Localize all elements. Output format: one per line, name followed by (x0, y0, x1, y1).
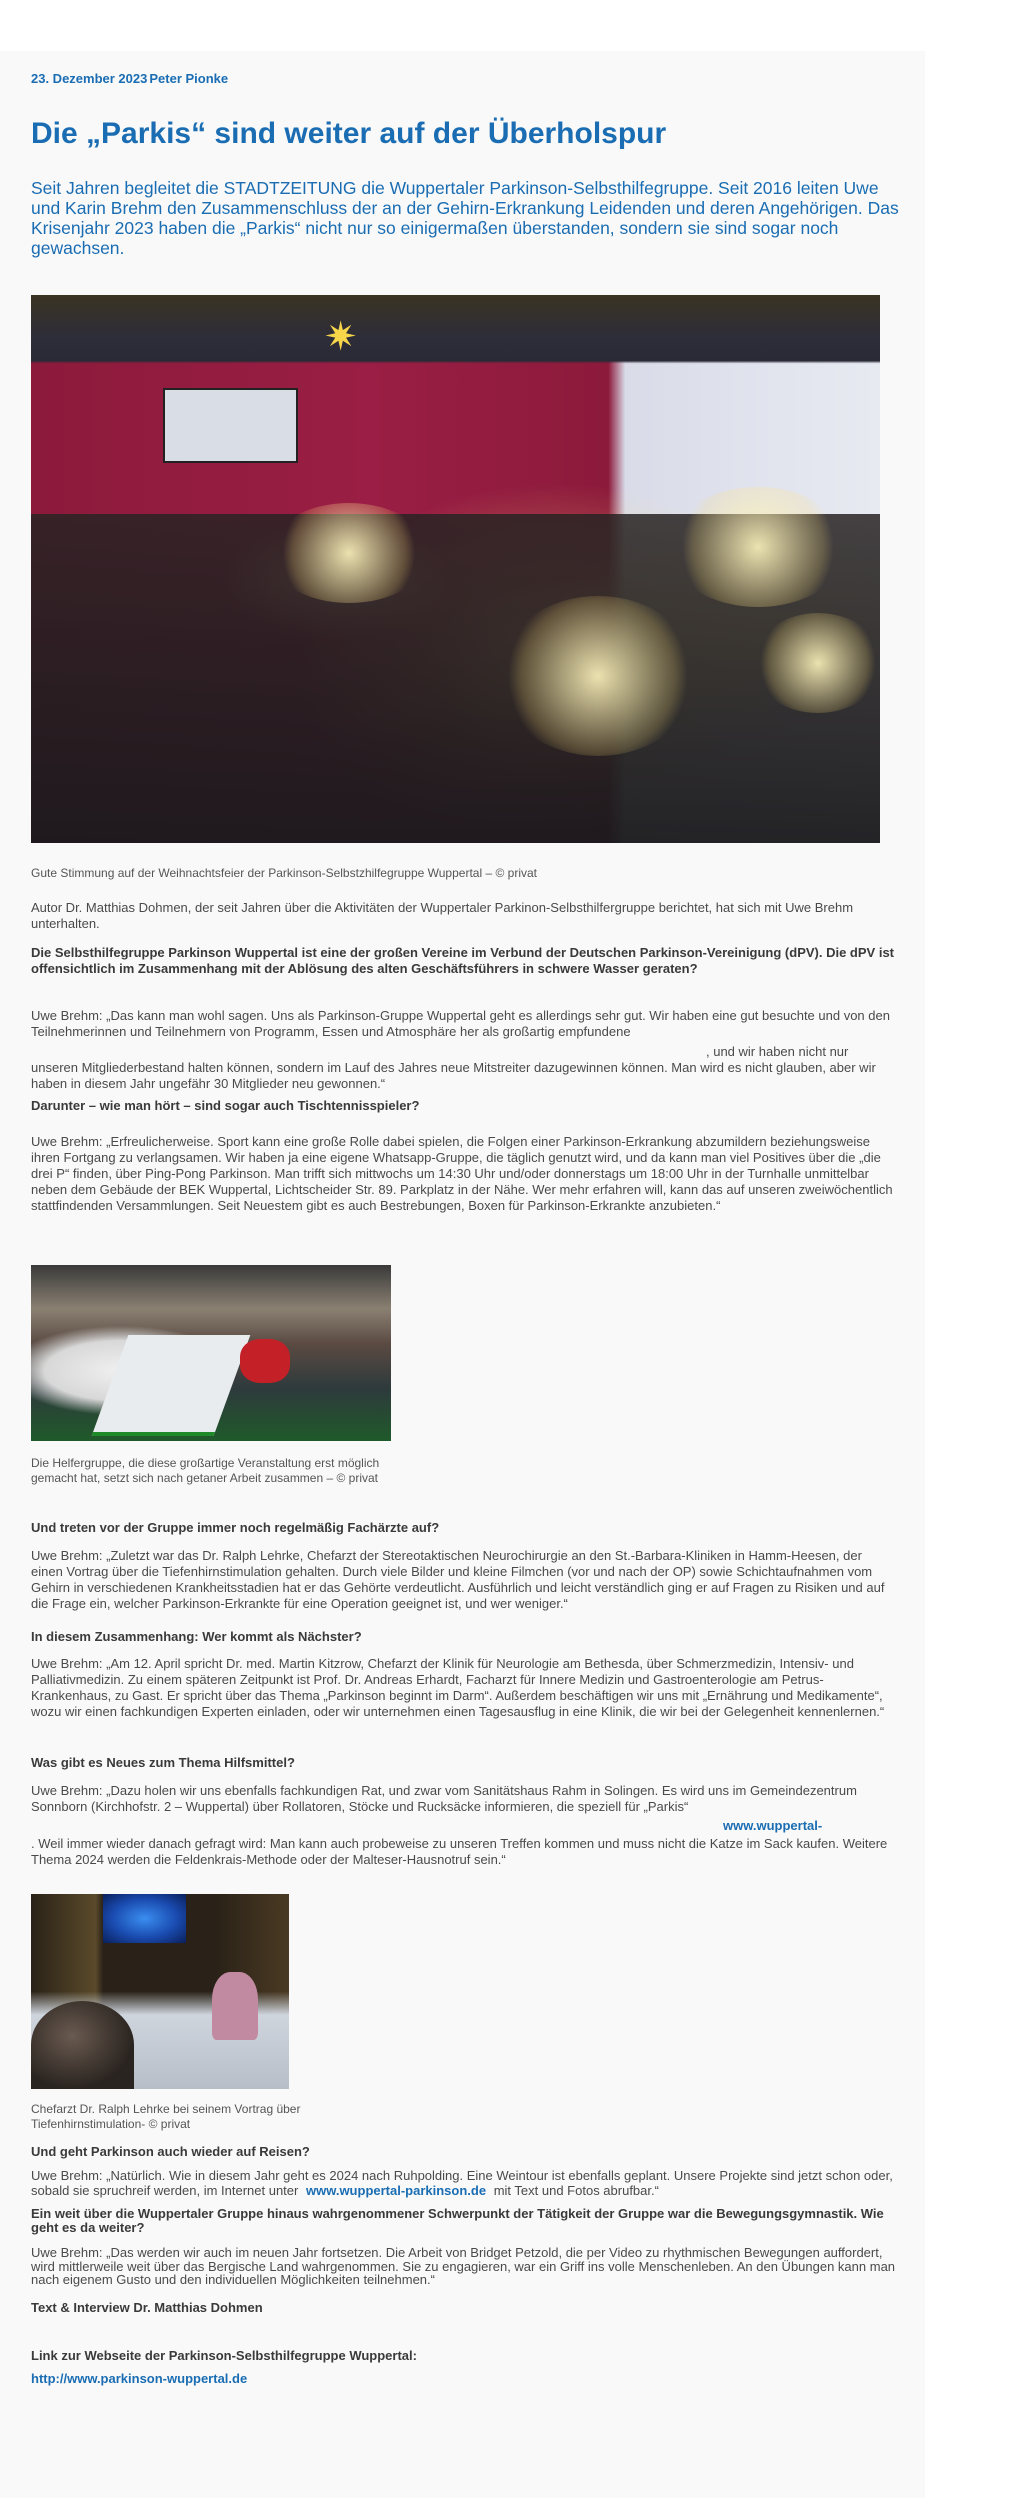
answer: Uwe Brehm: „Am 12. April spricht Dr. med. Martin Kitzrow, Chefarzt der Klinik für Neurologie am Bethesda, über Schmerzmedizin, Intensiv- und Palliativmedizin. Zu einem späteren Zeitpunkt ist Prof. Dr. Andreas Erhardt, Facharzt für Innere Medizin und Gastroenterologie am Petrus-Krankenhaus, zu Gast. Er spricht über das Thema „Parkinson beginnt im Darm“. Außerdem beschäftigen wir uns mit „Ernährung und Medikamente“, wozu wir einen fachkundigen Experten einladen, oder wir unternehmen einen Tagesausflug in eine Klinik, die wir bei der Gelegenheit kennenlernen.“ (31, 1656, 885, 1719)
article-lead: Seit Jahren begleitet die STADTZEITUNG die Wuppertaler Parkinson-Selbsthilfegruppe. Seit 2016 leiten Uwe und Karin Brehm den Zusammenschluss der an der Gehirn-Erkrankung Leidenden und deren Angehörigen. Das Krisenjahr 2023 haben die „Parkis“ nicht nur so einigermaßen überstanden, sondern sie sind sogar noch gewachsen. (31, 178, 899, 258)
answer: Uwe Brehm: „Dazu holen wir uns ebenfalls fachkundigen Rat, und zwar vom Sanitätshaus Rahm in Solingen. Es wird uns im Gemeindezentrum Sonnborn (Kirchhofstr. 2 – Wuppertal) über Rollatoren, Stöcke und Rucksäcke informieren, die speziell für „Parkis“ (31, 1783, 857, 1814)
intro-paragraph: Autor Dr. Matthias Dohmen, der seit Jahren über die Aktivitäten der Wuppertaler Parkinon-Selbsthilfergruppe berichtet, hat sich mit Uwe Brehm unterhalten. (31, 900, 854, 931)
answer: unseren Mitgliederbestand halten können, sondern im Lauf des Jahres neue Mitstreiter dazugewinnen können. Man wird es nicht glauben, aber wir haben in diesem Jahr ungefähr 30 Mitglieder neu gewonnen.“ (31, 1060, 876, 1091)
publish-date: 23. Dezember 2023 (31, 71, 148, 86)
image-caption: Die Helfergruppe, die diese großartige Veranstaltung erst möglich gemacht hat, setzt sich nach getaner Arbeit zusammen – © privat (31, 1456, 380, 1485)
lecture-image (31, 1894, 289, 2089)
projector-screen (163, 388, 299, 463)
hero-image (31, 295, 880, 843)
star-lamp-icon: ✷ (323, 314, 358, 359)
answer (31, 2168, 896, 2198)
question: Was gibt es Neues zum Thema Hilfsmittel? (31, 1755, 295, 1770)
answer: Uwe Brehm: „Zuletzt war das Dr. Ralph Lehrke, Chefarzt der Stereotaktischen Neurochirurgie an den St.-Barbara-Kliniken in Hamm-Heesen, der einen Vortrag über die Tiefenhirnstimulation gehalten. Durch viele Bilder und kleine Filmchen (vor und nach der OP) sowie Schichtaufnahmen vom Gehirn in verschiedenen Krankheitsstadien hat er das Gehörte verdeutlicht. Ausführlich und leicht verständlich ging er auf Fragen zu Risiken und auf die Frage ein, welcher Parkinson-Erkrankte für eine Operation geeignet ist, und wer weniger.“ (31, 1548, 885, 1611)
author-link[interactable]: Peter Pionke (149, 71, 229, 86)
answer-text: mit Text und Fotos abrufbar.“ (493, 2183, 659, 2198)
website-link[interactable]: www.wuppertal- (723, 1818, 823, 1833)
helper-group-image (31, 1265, 391, 1441)
question: Die Selbsthilfegruppe Parkinson Wuppertal ist eine der großen Vereine im Verbund der Deutschen Parkinson-Vereinigung (dPV). Die dPV ist offensichtlich im Zusammenhang mit der Ablösung des alten Geschäftsführers in schwere Wasser geraten? (31, 945, 895, 976)
article-meta (31, 71, 230, 86)
question: In diesem Zusammenhang: Wer kommt als Nächster? (31, 1629, 362, 1644)
answer: . Weil immer wieder danach gefragt wird: Man kann auch probeweise zu unseren Treffen kommen und muss nicht die Katze im Sack kaufen. Weitere Thema 2024 werden die Feldenkrais-Methode oder der Malteser-Hausnotruf sein.“ (31, 1836, 888, 1867)
brain-slide (103, 1894, 186, 1943)
image-caption: Gute Stimmung auf der Weihnachtsfeier der Parkinson-Selbstzhilfegruppe Wuppertal – © privat (31, 866, 537, 880)
question: Und treten vor der Gruppe immer noch regelmäßig Fachärzte auf? (31, 1520, 440, 1535)
answer: Uwe Brehm: „Das kann man wohl sagen. Uns als Parkinson-Gruppe Wuppertal geht es allerdings sehr gut. Wir haben eine gut besuchte und von den Teilnehmerinnen und Teilnehmern von Programm, Essen und Atmosphäre her als großartig empfundene (31, 1008, 890, 1039)
question: Darunter – wie man hört – sind sogar auch Tischtennisspieler? (31, 1098, 420, 1113)
page-title: Die „Parkis“ sind weiter auf der Überholspur (31, 117, 667, 150)
image-caption: Chefarzt Dr. Ralph Lehrke bei seinem Vortrag über Tiefenhirnstimulation- © privat (31, 2102, 301, 2131)
website-link[interactable]: www.wuppertal-parkinson.de (305, 2183, 487, 2198)
answer-fragment: , und wir haben nicht nur (706, 1044, 849, 1059)
footer-link-label: Link zur Webseite der Parkinson-Selbsthilfegruppe Wuppertal: (31, 2348, 417, 2363)
answer: Uwe Brehm: „Erfreulicherweise. Sport kann eine große Rolle dabei spielen, die Folgen einer Parkinson-Erkrankung abzumildern beziehungsweise ihren Fortgang zu verlangsamen. Wir haben ja eine eigene Whatsapp-Gruppe, die täglich genutzt wird, und da kann man viel Positives über die „die drei P“ finden, über Ping-Pong Parkinson. Man trifft sich mittwochs um 14:30 Uhr und/oder donnerstags um 18:00 Uhr in der Turnhalle unmittelbar neben dem Gebäude der BEK Wuppertal, Lichtscheider Str. 89. Parkplatz in der Nähe. Wer mehr erfahren will, kann das auf unseren zweiwöchentlich stattfindenden Versammlungen. Seit Neuestem gibt es auch Bestrebungen, Boxen für Parkinson-Erkrankte anzubieten.“ (31, 1134, 893, 1213)
question: Und geht Parkinson auch wieder auf Reisen? (31, 2144, 310, 2159)
answer-text: Uwe Brehm: „Natürlich. Wie in diesem Jahr geht es 2024 nach Ruhpolding. Eine Weintour ist ebenfalls geplant. Unsere Projekte sind jetzt schon oder, sobald sie spruchreif werden, im Internet unter (31, 2168, 893, 2198)
article-credit: Text & Interview Dr. Matthias Dohmen (31, 2300, 263, 2315)
footer-website-link[interactable]: http://www.parkinson-wuppertal.de (31, 2371, 248, 2386)
question: Ein weit über die Wuppertaler Gruppe hinaus wahrgenommener Schwerpunkt der Tätigkeit der Gruppe war die Bewegungsgymnastik. Wie geht es da weiter? (31, 2206, 884, 2235)
answer: Uwe Brehm: „Das werden wir auch im neuen Jahr fortsetzen. Die Arbeit von Bridget Petzold, die per Video zu rhythmischen Bewegungen auffordert, wird mittlerweile weit über das Bergische Land wahrgenommen. Sie zu engagieren, war ein Griff ins volle Menschenleben. An den Übungen kann man nach eigenem Gusto und den individuellen Möglichkeiten teilnehmen.“ (31, 2245, 896, 2287)
